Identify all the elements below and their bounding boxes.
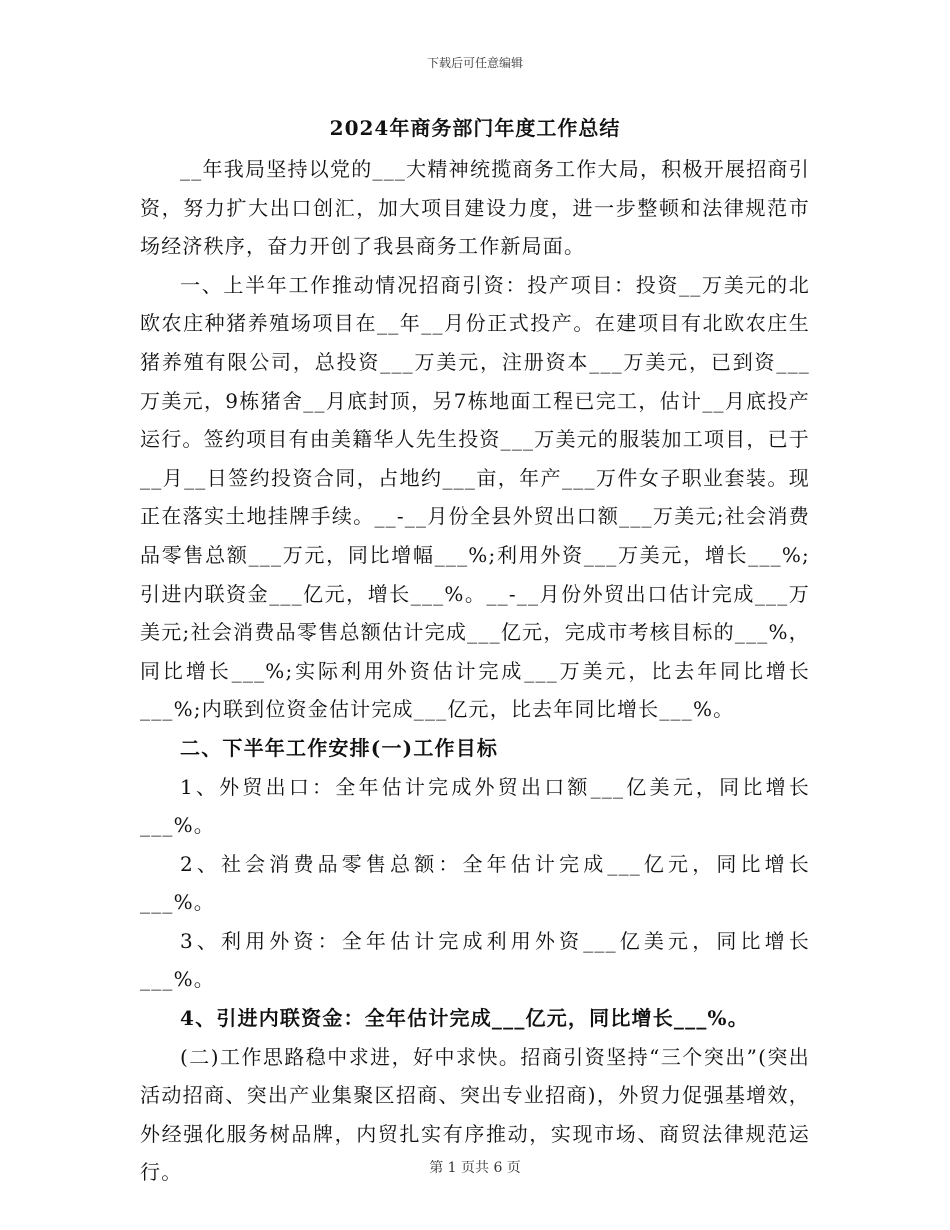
paragraph-intro: __年我局坚持以党的___大精神统揽商务工作大局，积极开展招商引资，努力扩大出口创汇，加大项目建设力度，进一步整顿和法律规范市场经济秩序，奋力开创了我县商务工作新局面。: [140, 157, 810, 259]
target-item-retail: 2、社会消费品零售总额：全年估计完成___亿元，同比增长___%。: [140, 851, 810, 915]
header-note: 下载后可任意编辑: [426, 56, 523, 70]
target-item-export: 1、外贸出口：全年估计完成外贸出口额___亿美元，同比增长___%。: [140, 774, 810, 838]
document-title: 2024年商务部门年度工作总结: [329, 116, 621, 140]
target-item-foreign-investment: 3、利用外资：全年估计完成利用外资___亿美元，同比增长___%。: [140, 928, 810, 992]
page-number-footer: 第 1 页共 6 页: [429, 1160, 521, 1176]
paragraph-first-half-progress: 一、上半年工作推动情况招商引资：投产项目：投资__万美元的北欧农庄种猪养殖场项目在__年__月份正式投产。在建项目有北欧农庄生猪养殖有限公司，总投资___万美元，注册资本___万美元，已到资___万美元，9栋猪舍__月底封顶，另7栋地面工程已完工，估计__月底投产运行。签约项目有由美籍华人先生投资___万美元的服装加工项目，已于__月__日签约投资合同，占地约___亩，年产___万件女子职业套装。现正在落实土地挂牌手续。__-__月份全县外贸出口额___万美元;社会消费品零售总额___万元，同比增幅___%;利用外资___万美元，增长___%;引进内联资金___亿元，增长___%。__-__月份外贸出口估计完成___万美元;社会消费品零售总额估计完成___亿元，完成市考核目标的___%，同比增长___%;实际利用外资估计完成___万美元，比去年同比增长___%;内联到位资金估计完成___亿元，比去年同比增长___%。: [140, 272, 810, 722]
paragraph-work-approach: (二)工作思路稳中求进，好中求快。招商引资坚持“三个突出”(突出活动招商、突出产业集聚区招商、突出专业招商)，外贸力促强基增效，外经强化服务树品牌，内贸扎实有序推动，实现市场、商贸法律规范运行。: [140, 1044, 810, 1185]
document-body: [140, 112, 810, 1192]
target-item-domestic-capital: 4、引进内联资金：全年估计完成___亿元，同比增长___%。: [180, 1006, 749, 1031]
section-heading-second-half: 二、下半年工作安排(一)工作目标: [180, 735, 499, 760]
